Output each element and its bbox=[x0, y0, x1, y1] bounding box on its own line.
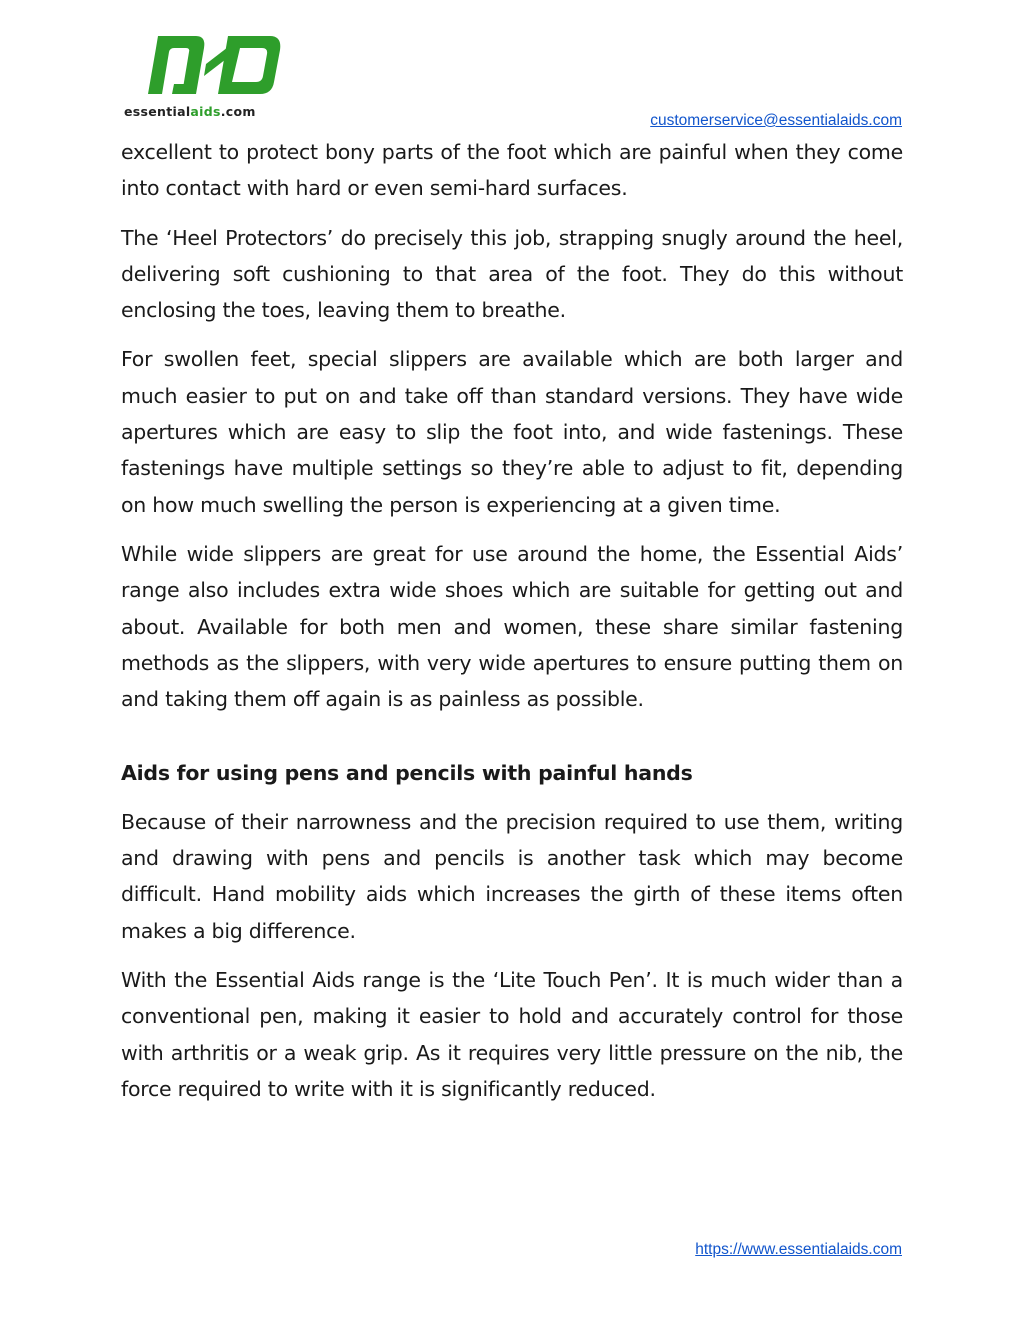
paragraph: With the Essential Aids range is the ‘Lite Touch Pen’. It is much wider than a conventional pen, making it easier to hold and accurately control for those with arthritis or a weak grip. As it requires very little pressure on the nib, the force required to write with it is significantly reduced. bbox=[121, 967, 903, 1101]
paragraph: While wide slippers are great for use around the home, the Essential Aids’ range also includes extra wide shoes which are suitable for getting out and about. Available for both men and women, these share similar fastening methods as the slippers, with very wide apertures to ensure putting them on and taking them off again is as painless as possible. bbox=[121, 541, 903, 712]
logo-wordmark-accent: aids bbox=[190, 104, 221, 119]
customer-service-email-link[interactable]: customerservice@essentialaids.com bbox=[650, 112, 902, 129]
paragraph: For swollen feet, special slippers are available which are both larger and much easier to put on and take off than standard versions. They have wide apertures which are easy to slip the foot into, and wide fastenings. These fastenings have multiple settings so they’re able to adjust to fit, depending on how much swelling the person is experiencing at a given time. bbox=[121, 347, 903, 517]
section-heading: Aids for using pens and pencils with painful hands bbox=[121, 761, 693, 786]
logo-wordmark-prefix: essential bbox=[124, 104, 191, 119]
paragraph: excellent to protect bony parts of the foot which are painful when they come into contact with hard or even semi-hard surfaces. bbox=[121, 140, 903, 201]
website-link[interactable]: https://www.essentialaids.com bbox=[695, 1241, 902, 1258]
document-body bbox=[121, 134, 903, 1120]
paragraph: The ‘Heel Protectors’ do precisely this job, strapping snugly around the heel, delivering soft cushioning to that area of the foot. They do this without enclosing the toes, leaving them to breathe. bbox=[121, 225, 903, 323]
logo-wordmark bbox=[124, 104, 256, 119]
logo-wordmark-suffix: .com bbox=[220, 104, 256, 119]
essentialaids-logo-icon bbox=[144, 34, 284, 96]
company-logo bbox=[124, 34, 304, 124]
paragraph: Because of their narrowness and the precision required to use them, writing and drawing with pens and pencils is another task which may become difficult. Hand mobility aids which increases the girth of these items often makes a big difference. bbox=[121, 809, 903, 943]
